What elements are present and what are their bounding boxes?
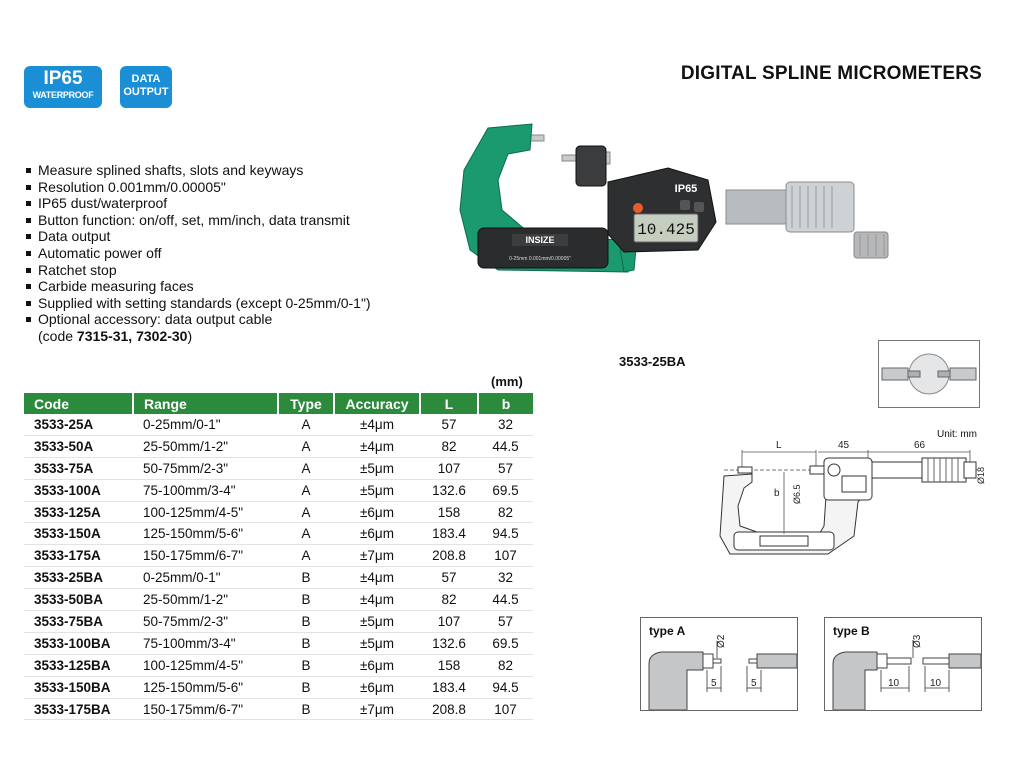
cell-code: 3533-150A (24, 523, 133, 545)
ratchet-stop (854, 232, 888, 258)
cell-b: 107 (478, 545, 533, 567)
cell-b: 94.5 (478, 523, 533, 545)
cell-range: 0-25mm/0-1" (133, 567, 278, 589)
col-header-accuracy: Accuracy (334, 393, 420, 414)
cell-code: 3533-25A (24, 414, 133, 435)
cell-range: 25-50mm/1-2" (133, 589, 278, 611)
type-b-panel (824, 617, 982, 711)
feature-item: Ratchet stop (24, 262, 371, 279)
feature-item: Resolution 0.001mm/0.00005" (24, 179, 371, 196)
type-a-label: type A (649, 624, 686, 638)
cell-accuracy: ±5μm (334, 611, 420, 633)
cell-l: 132.6 (420, 632, 478, 654)
cell-l: 183.4 (420, 523, 478, 545)
cell-range: 75-100mm/3-4" (133, 632, 278, 654)
col-header-l: L (420, 393, 478, 414)
codes-suffix: ) (187, 327, 193, 344)
table-row (24, 479, 533, 501)
cell-b: 69.5 (478, 479, 533, 501)
drawing-unit: Unit: mm (937, 429, 977, 440)
type-a-dim2: 5 (751, 678, 757, 689)
cell-accuracy: ±5μm (334, 479, 420, 501)
lcd-value: 10.425 (637, 221, 695, 239)
cell-code: 3533-175BA (24, 698, 133, 720)
dim-b-label: b (774, 488, 780, 499)
type-a-drawing (641, 618, 797, 710)
cell-type: B (278, 676, 334, 698)
cell-code: 3533-75BA (24, 611, 133, 633)
cell-b: 44.5 (478, 589, 533, 611)
feature-item: Optional accessory: data output cable (24, 311, 371, 328)
cell-type: B (278, 632, 334, 654)
cell-type: B (278, 654, 334, 676)
type-b-drawing (825, 618, 981, 710)
codes-values: 7315-31, 7302-30 (76, 327, 188, 344)
col-header-b: b (478, 393, 533, 414)
feature-item: Button function: on/off, set, mm/inch, data transmit (24, 212, 371, 229)
dim-l-label: L (776, 440, 782, 451)
table-row (24, 632, 533, 654)
cell-accuracy: ±6μm (334, 523, 420, 545)
feature-item: Measure splined shafts, slots and keyways (24, 162, 371, 179)
cell-accuracy: ±4μm (334, 589, 420, 611)
cell-accuracy: ±4μm (334, 435, 420, 457)
cell-accuracy: ±4μm (334, 414, 420, 435)
cell-b: 94.5 (478, 676, 533, 698)
cell-code: 3533-100BA (24, 632, 133, 654)
type-b-dia: Ø3 (912, 634, 923, 648)
feature-item: Automatic power off (24, 245, 371, 262)
table-row (24, 501, 533, 523)
cell-l: 107 (420, 611, 478, 633)
table-row (24, 698, 533, 720)
dimension-drawing (718, 436, 990, 560)
cell-b: 57 (478, 457, 533, 479)
cell-l: 208.8 (420, 698, 478, 720)
cell-code: 3533-75A (24, 457, 133, 479)
power-button (633, 203, 643, 213)
cell-b: 107 (478, 698, 533, 720)
cell-range: 125-150mm/5-6" (133, 523, 278, 545)
cell-l: 208.8 (420, 545, 478, 567)
type-b-dim2: 10 (930, 678, 942, 689)
table-row (24, 523, 533, 545)
table-row (24, 611, 533, 633)
cell-b: 82 (478, 654, 533, 676)
type-a-dim1: 5 (711, 678, 717, 689)
cell-range: 0-25mm/0-1" (133, 414, 278, 435)
cell-code: 3533-150BA (24, 676, 133, 698)
data-output-badge (120, 66, 172, 108)
cell-range: 100-125mm/4-5" (133, 501, 278, 523)
cell-l: 82 (420, 435, 478, 457)
cell-type: B (278, 589, 334, 611)
cell-code: 3533-25BA (24, 567, 133, 589)
feature-item-codes (24, 328, 371, 345)
cell-accuracy: ±5μm (334, 457, 420, 479)
cell-code: 3533-100A (24, 479, 133, 501)
cell-code: 3533-125BA (24, 654, 133, 676)
cell-type: B (278, 611, 334, 633)
cell-b: 69.5 (478, 632, 533, 654)
cell-l: 158 (420, 501, 478, 523)
cell-l: 82 (420, 589, 478, 611)
cell-accuracy: ±7μm (334, 698, 420, 720)
cell-code: 3533-50BA (24, 589, 133, 611)
dim-d18-label: Ø18 (976, 466, 986, 484)
feature-list (24, 162, 371, 345)
codes-prefix: (code (38, 327, 77, 344)
spec-table (24, 393, 533, 720)
thimble (786, 182, 854, 232)
table-row (24, 589, 533, 611)
cell-b: 57 (478, 611, 533, 633)
ip65-badge-title: IP65 (43, 68, 83, 89)
frame-spec-text: 0-25mm 0.001mm/0.00005" (509, 256, 571, 262)
face-detail-inset (878, 340, 980, 408)
col-header-range: Range (133, 393, 278, 414)
cell-range: 50-75mm/2-3" (133, 457, 278, 479)
table-row (24, 435, 533, 457)
cell-range: 125-150mm/5-6" (133, 676, 278, 698)
head-button (694, 202, 704, 212)
cell-type: B (278, 698, 334, 720)
table-row (24, 654, 533, 676)
cell-accuracy: ±6μm (334, 654, 420, 676)
cell-type: A (278, 457, 334, 479)
cell-b: 32 (478, 414, 533, 435)
cell-type: A (278, 479, 334, 501)
table-unit: (mm) (491, 374, 523, 389)
table-row (24, 567, 533, 589)
data-output-badge-line2: OUTPUT (123, 86, 169, 98)
sleeve (726, 190, 786, 224)
cell-l: 132.6 (420, 479, 478, 501)
feature-item: Supplied with setting standards (except 0-25mm/0-1") (24, 295, 371, 312)
brand-logo: INSIZE (525, 235, 555, 245)
table-row (24, 545, 533, 567)
cell-type: B (278, 567, 334, 589)
page-title: DIGITAL SPLINE MICROMETERS (680, 63, 982, 84)
dim-45-label: 45 (838, 440, 850, 451)
cell-range: 25-50mm/1-2" (133, 435, 278, 457)
ip65-badge-subtitle: WATERPROOF (32, 90, 94, 100)
model-label: 3533-25BA (619, 354, 686, 369)
cell-range: 100-125mm/4-5" (133, 654, 278, 676)
cell-l: 183.4 (420, 676, 478, 698)
cell-type: A (278, 523, 334, 545)
cell-range: 75-100mm/3-4" (133, 479, 278, 501)
cell-code: 3533-50A (24, 435, 133, 457)
cell-accuracy: ±6μm (334, 501, 420, 523)
cell-type: A (278, 545, 334, 567)
dim-66-label: 66 (914, 440, 926, 451)
cell-l: 57 (420, 414, 478, 435)
table-header-row (24, 393, 533, 414)
table-row (24, 414, 533, 435)
cell-l: 158 (420, 654, 478, 676)
cell-type: A (278, 414, 334, 435)
cell-code: 3533-125A (24, 501, 133, 523)
cell-accuracy: ±6μm (334, 676, 420, 698)
cell-type: A (278, 435, 334, 457)
table-row (24, 676, 533, 698)
cell-b: 82 (478, 501, 533, 523)
ip65-waterproof-badge (24, 66, 102, 108)
cell-accuracy: ±5μm (334, 632, 420, 654)
type-a-dia: Ø2 (716, 634, 727, 648)
type-b-dim1: 10 (888, 678, 900, 689)
cell-l: 57 (420, 567, 478, 589)
cell-range: 150-175mm/6-7" (133, 698, 278, 720)
cell-accuracy: ±4μm (334, 567, 420, 589)
cell-b: 44.5 (478, 435, 533, 457)
feature-item: IP65 dust/waterproof (24, 195, 371, 212)
dim-d65-label: Ø6.5 (792, 484, 802, 504)
type-b-label: type B (833, 624, 870, 638)
data-output-badge-line1: DATA (131, 73, 161, 85)
cell-range: 150-175mm/6-7" (133, 545, 278, 567)
cell-l: 107 (420, 457, 478, 479)
head-button (680, 200, 690, 210)
cell-accuracy: ±7μm (334, 545, 420, 567)
cell-type: A (278, 501, 334, 523)
col-header-code: Code (24, 393, 133, 414)
cell-range: 50-75mm/2-3" (133, 611, 278, 633)
type-a-panel (640, 617, 798, 711)
feature-item: Carbide measuring faces (24, 278, 371, 295)
head-ip-label: IP65 (674, 183, 698, 195)
micrometer-photo (458, 110, 898, 280)
col-header-type: Type (278, 393, 334, 414)
cell-b: 32 (478, 567, 533, 589)
cell-code: 3533-175A (24, 545, 133, 567)
table-row (24, 457, 533, 479)
feature-item: Data output (24, 228, 371, 245)
